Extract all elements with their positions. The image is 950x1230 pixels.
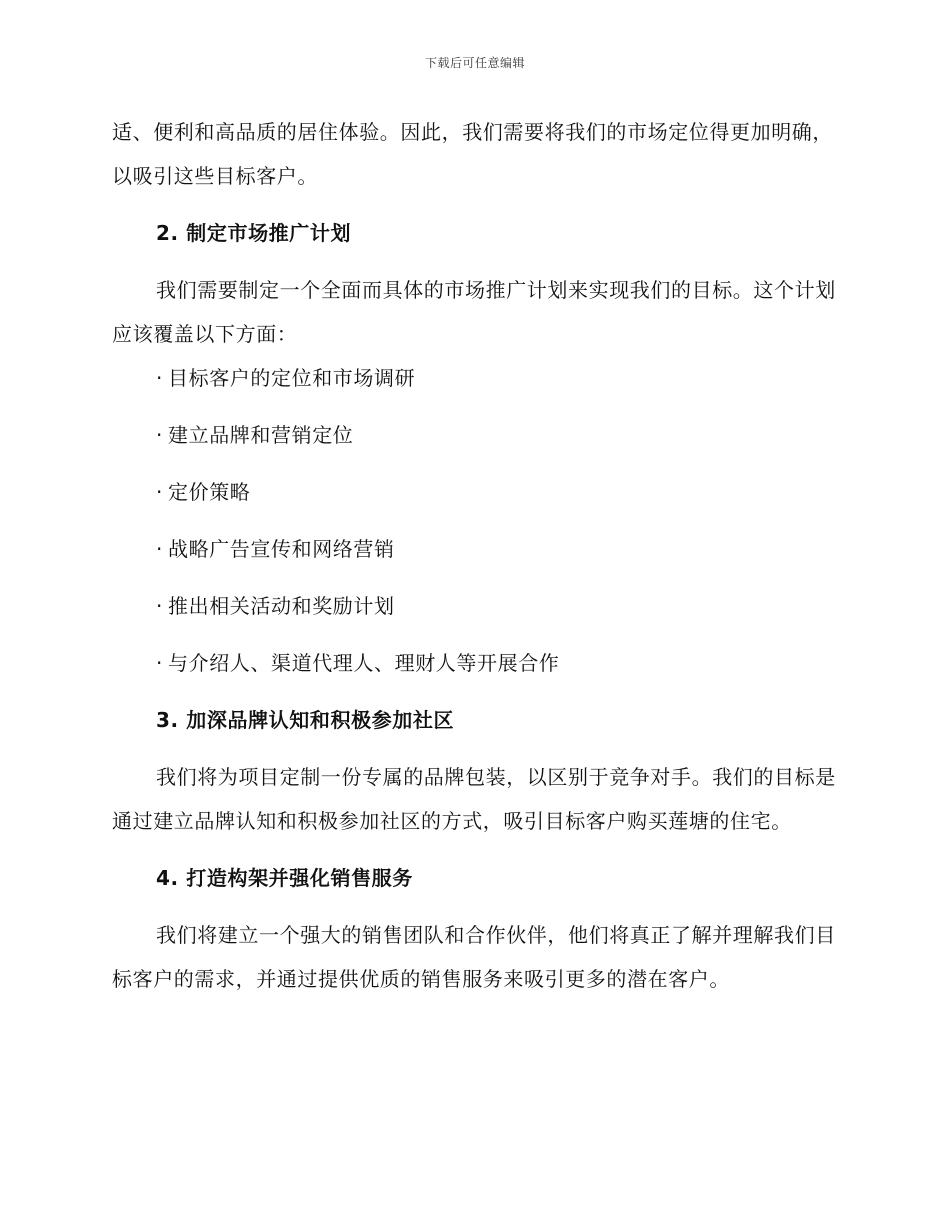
list-item-text: 定价策略 xyxy=(168,480,251,504)
page-header: 下载后可任意编辑 xyxy=(424,56,525,70)
list-item-text: 建立品牌和营销定位 xyxy=(168,423,354,447)
section-heading-4: 4. 打造构架并强化销售服务 xyxy=(156,866,413,890)
list-item xyxy=(156,470,838,514)
list-item-text: 推出相关活动和奖励计划 xyxy=(168,594,395,618)
paragraph-section-2: 我们需要制定一个全面而具体的市场推广计划来实现我们的目标。这个计划应该覆盖以下方面： xyxy=(112,278,836,346)
paragraph-section-3: 我们将为项目定制一份专属的品牌包装，以区别于竞争对手。我们的目标是通过建立品牌认知和积极参加社区的方式，吸引目标客户购买莲塘的住宅。 xyxy=(112,765,836,833)
list-item-text: 与介绍人、渠道代理人、理财人等开展合作 xyxy=(168,651,560,675)
list-item xyxy=(156,527,838,571)
list-item xyxy=(156,413,838,457)
list-item-text: 目标客户的定位和市场调研 xyxy=(168,366,416,390)
paragraph-intro: 适、便利和高品质的居住体验。因此，我们需要将我们的市场定位得更加明确，以吸引这些目标客户。 xyxy=(112,120,833,188)
list-item-text: 战略广告宣传和网络营销 xyxy=(168,537,395,561)
bullet-icon: · xyxy=(156,480,163,504)
list-item xyxy=(156,584,838,628)
bullet-list xyxy=(112,356,838,685)
bullet-icon: · xyxy=(156,423,163,447)
bullet-icon: · xyxy=(156,537,163,561)
bullet-icon: · xyxy=(156,594,163,618)
bullet-icon: · xyxy=(156,651,163,675)
list-item xyxy=(156,641,838,685)
list-item xyxy=(156,356,838,400)
section-heading-3: 3. 加深品牌认知和积极参加社区 xyxy=(156,708,455,732)
paragraph-section-4: 我们将建立一个强大的销售团队和合作伙伴，他们将真正了解并理解我们目标客户的需求，并通过提供优质的销售服务来吸引更多的潜在客户。 xyxy=(112,923,836,991)
section-heading-2: 2. 制定市场推广计划 xyxy=(156,221,352,245)
bullet-icon: · xyxy=(156,366,163,390)
document-body xyxy=(112,110,838,1001)
